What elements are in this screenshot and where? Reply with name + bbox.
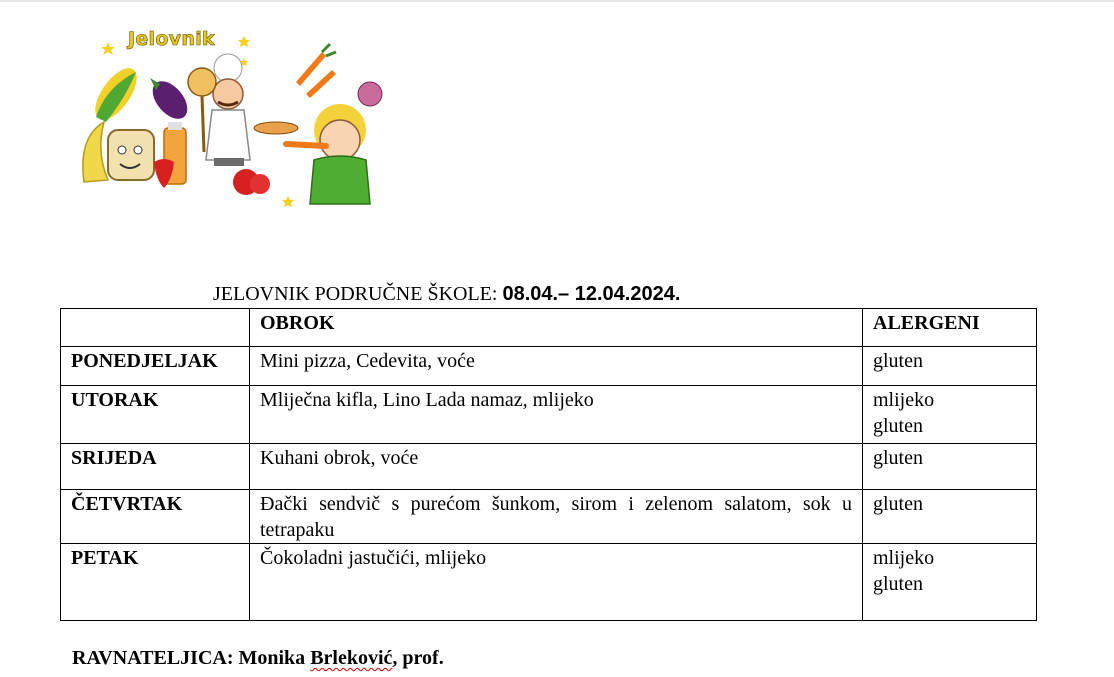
allergen-item: gluten [873,447,923,469]
allergen-item: gluten [873,350,923,372]
table-row [61,347,1037,386]
allergen-item: gluten [873,493,923,515]
table-row [61,490,1037,544]
menu-table [60,308,1037,621]
allergens-cell [863,347,1037,386]
meal-cell: Đački sendvič s purećom šunkom, sirom i zelenom salatom, sok u tetrapaku [250,490,863,544]
principal-suffix: , prof. [392,647,444,669]
header-day [61,309,250,347]
day-cell: SRIJEDA [61,444,250,490]
illustration-title: Jelovnik [128,28,215,50]
allergen-item: mlijeko [873,547,935,569]
table-header-row [61,309,1037,347]
allergen-item: gluten [873,415,923,437]
table-row [61,444,1037,490]
principal-label: RAVNATELJICA: Monika [72,647,311,669]
principal-surname: Brleković [310,647,393,669]
allergens-cell [863,444,1037,490]
day-cell: UTORAK [61,386,250,444]
principal-signature [72,647,444,670]
title-prefix: JELOVNIK PODRUČNE ŠKOLE: [213,283,503,305]
allergen-item: gluten [873,573,923,595]
table-row [61,386,1037,444]
table-row [61,544,1037,621]
day-cell: PONEDJELJAK [61,347,250,386]
meal-cell: Mliječna kifla, Lino Lada namaz, mlijeko [250,386,863,444]
top-border [0,0,1114,2]
meal-cell: Čokoladni jastučići, mlijeko [250,544,863,621]
header-allergens: ALERGENI [863,309,1037,347]
allergen-item: mlijeko [873,389,935,411]
document-title [213,283,680,306]
allergens-cell [863,386,1037,444]
allergens-cell [863,490,1037,544]
title-dates: 08.04.– 12.04.2024. [502,283,681,305]
day-cell: ČETVRTAK [61,490,250,544]
header-meal: OBROK [250,309,863,347]
day-cell: PETAK [61,544,250,621]
allergens-cell [863,544,1037,621]
meal-cell: Mini pizza, Cedevita, voće [250,347,863,386]
menu-illustration [78,22,390,210]
food-chef-illustration [78,22,390,210]
meal-cell: Kuhani obrok, voće [250,444,863,490]
